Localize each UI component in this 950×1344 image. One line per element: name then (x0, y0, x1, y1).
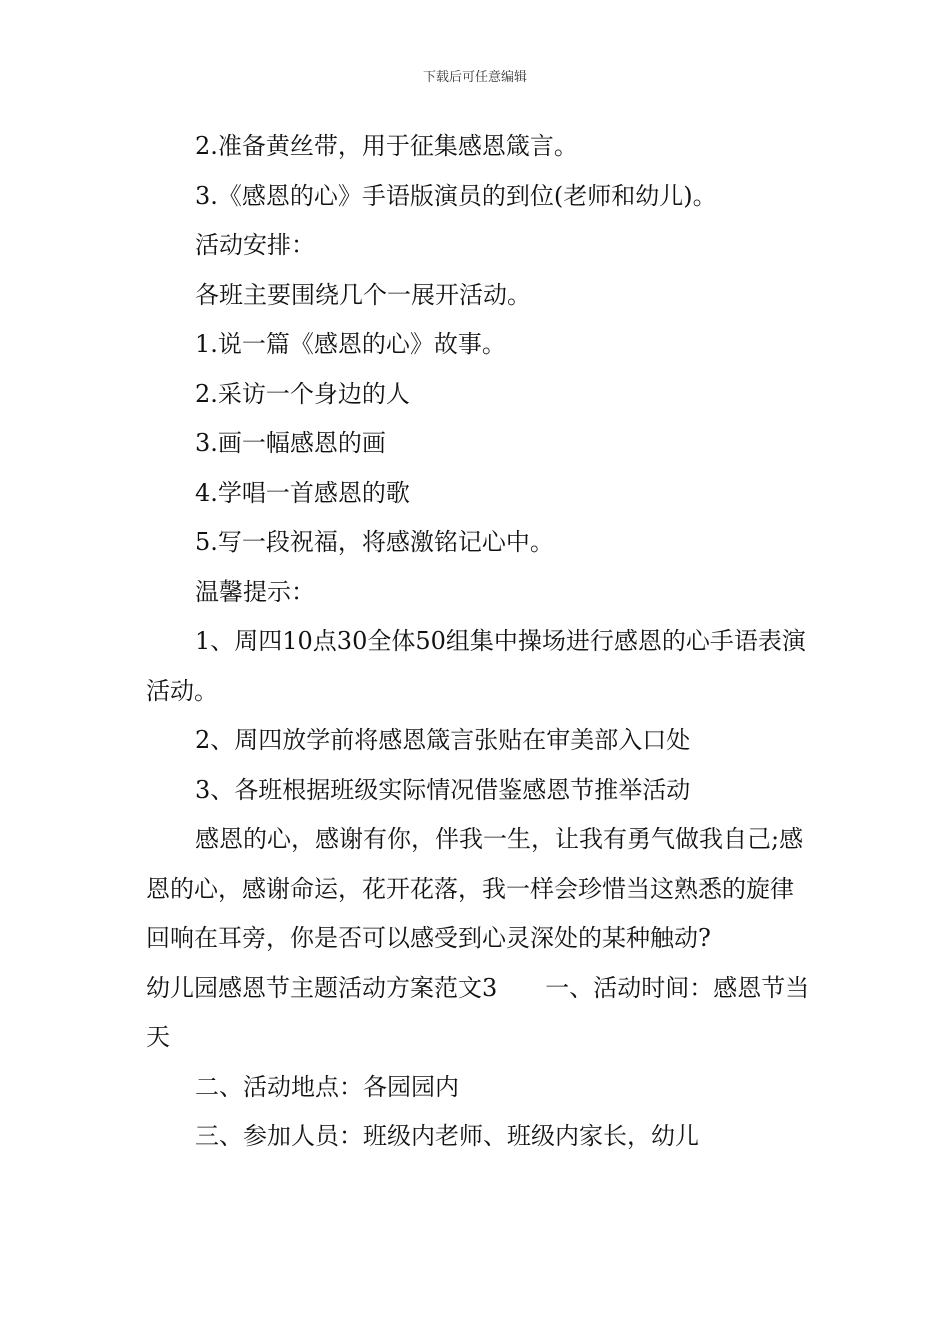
plan-item-location: 二、活动地点：各园园内 (195, 1072, 459, 1101)
closing-paragraph: 感恩的心，感谢有你，伴我一生，让我有勇气做我自己;感恩的心，感谢命运，花开花落，我一样会珍惜当这熟悉的旋律回响在耳旁，你是否可以感受到心灵深处的某种触动? (146, 825, 804, 952)
list-item-5: 5.写一段祝福，将感激铭记心中。 (195, 528, 554, 556)
list-item-3: 3.画一幅感恩的画 (195, 429, 386, 457)
list-item-1: 1.说一篇《感恩的心》故事。 (195, 330, 506, 358)
section-heading-tips: 温馨提示： (195, 577, 315, 606)
list-item-4: 4.学唱一首感恩的歌 (195, 478, 410, 507)
paragraph-1: 2.准备黄丝带，用于征集感恩箴言。 (195, 132, 578, 160)
list-item-2: 2.采访一个身边的人 (195, 379, 410, 408)
section-heading-activity-arrangement: 活动安排： (195, 231, 315, 259)
section-title-plan-3: 幼儿园感恩节主题活动方案范文3 一、活动时间：感恩节当天 (146, 973, 810, 1051)
page-header: 下载后可任意编辑 (422, 70, 527, 85)
plan-item-participants: 三、参加人员：班级内老师、班级内家长，幼儿 (195, 1122, 699, 1150)
tip-3: 3、各班根据班级实际情况借鉴感恩节推举活动 (195, 775, 691, 804)
tip-2: 2、周四放学前将感恩箴言张贴在审美部入口处 (195, 726, 691, 754)
tip-1: 1、周四10点30全体50组集中操场进行感恩的心手语表演活动。 (146, 627, 806, 705)
paragraph-2: 3.《感恩的心》手语版演员的到位(老师和幼儿)。 (195, 181, 717, 210)
document-body (146, 122, 810, 1162)
paragraph-3: 各班主要围绕几个一展开活动。 (195, 280, 531, 309)
